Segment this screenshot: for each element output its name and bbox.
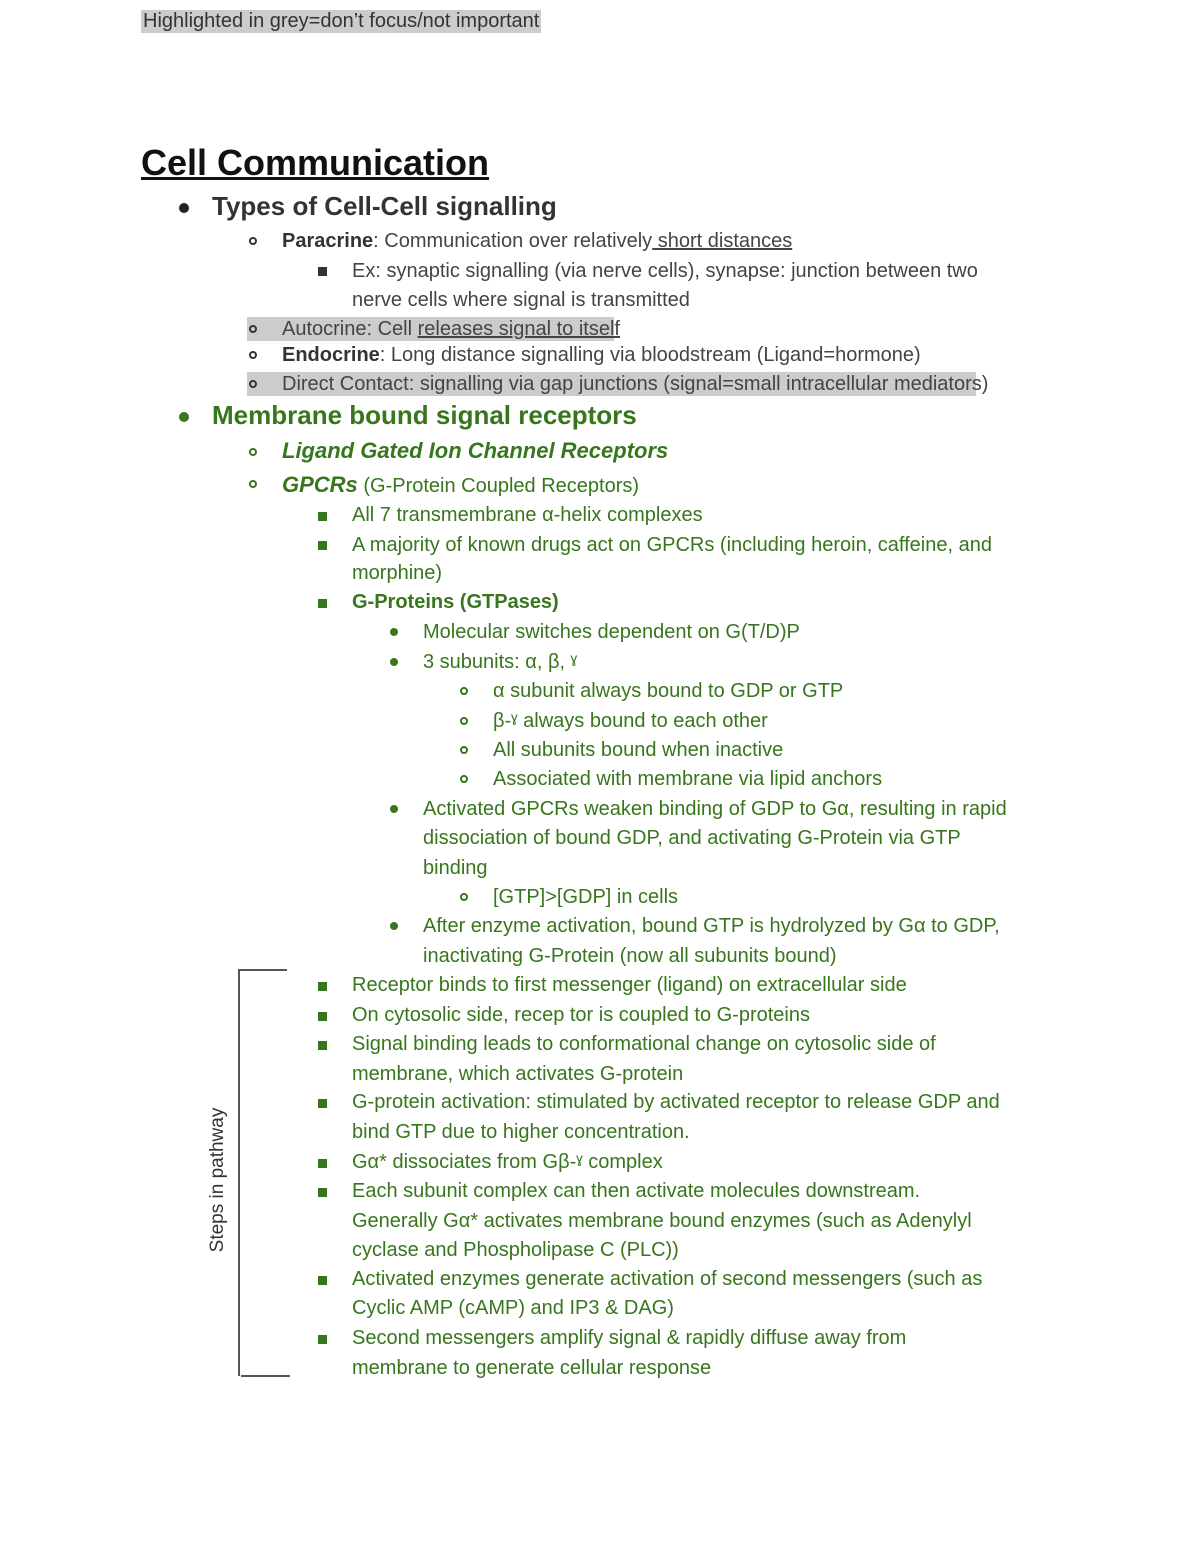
- gprotein-switches: Molecular switches dependent on G(T/D)P: [423, 621, 800, 643]
- paracrine-term: Paracrine: [282, 230, 374, 252]
- step-8-line1: Second messengers amplify signal & rapidly diffuse away from: [352, 1327, 907, 1349]
- step-8-line2: membrane to generate cellular response: [352, 1357, 712, 1379]
- steps-in-pathway-label: Steps in pathway: [207, 1107, 228, 1253]
- bullet-circle-icon: [460, 893, 468, 901]
- gprotein-activated-line1: Activated GPCRs weaken binding of GDP to Gα, resulting in rapid: [423, 798, 1007, 820]
- step-4-line2: bind GTP due to higher concentration.: [352, 1121, 690, 1143]
- endocrine-desc: : Long distance signalling via bloodstream (Ligand=hormone): [379, 344, 921, 366]
- gprotein-activated-line2: dissociation of bound GDP, and activating G-Protein via GTP: [423, 827, 961, 849]
- autocrine-underlined: releases signal to itself: [417, 318, 620, 340]
- page-title: Cell Communication: [141, 142, 490, 183]
- bracket-line: [238, 970, 240, 1376]
- bullet-circle-icon: [249, 480, 257, 488]
- bullet-disc-icon: [179, 203, 189, 213]
- gpcr-item: [282, 472, 639, 498]
- gprotein-hydrolysis-line2: inactivating G-Protein (now all subunits bound): [423, 945, 837, 967]
- bullet-disc-icon: [179, 412, 189, 422]
- bullet-square-icon: [318, 982, 327, 991]
- gpcr-item-helix: All 7 transmembrane α-helix complexes: [352, 504, 703, 526]
- endocrine-item: [282, 344, 921, 367]
- paracrine-example-line1: Ex: synaptic signalling (via nerve cells), synapse: junction between two: [352, 260, 978, 282]
- step-3-line1: Signal binding leads to conformational change on cytosolic side of: [352, 1033, 936, 1055]
- step-6-line1: Each subunit complex can then activate molecules downstream.: [352, 1180, 921, 1202]
- bullet-circle-icon: [460, 775, 468, 783]
- bullet-circle-icon: [249, 448, 257, 456]
- bullet-square-icon: [318, 1041, 327, 1050]
- gprotein-activated-line3: binding: [423, 857, 488, 879]
- autocrine-prefix: Autocrine: Cell: [282, 318, 418, 340]
- bullet-circle-icon: [249, 351, 257, 359]
- paracrine-item: [282, 230, 792, 253]
- paracrine-desc: : Communication over relatively: [373, 230, 653, 252]
- step-2: On cytosolic side, recep tor is coupled to G-proteins: [352, 1004, 810, 1026]
- bullet-square-icon: [318, 1099, 327, 1108]
- bullet-square-icon: [318, 267, 327, 276]
- grey-highlight-note: Highlighted in grey=don’t focus/not important: [143, 10, 540, 32]
- gtp-gdp-ratio: [GTP]>[GDP] in cells: [493, 886, 679, 908]
- bullet-circle-icon: [460, 687, 468, 695]
- subunit-lipid: Associated with membrane via lipid anchors: [493, 768, 883, 790]
- gpcr-term: GPCRs: [282, 472, 358, 497]
- gprotein-hydrolysis-line1: After enzyme activation, bound GTP is hydrolyzed by Gα to GDP,: [423, 915, 1000, 937]
- bullet-square-icon: [318, 599, 327, 608]
- gpcr-desc: (G-Protein Coupled Receptors): [357, 475, 640, 497]
- bullet-square-icon: [318, 1012, 327, 1021]
- step-1: Receptor binds to first messenger (ligand) on extracellular side: [352, 974, 907, 996]
- gpcr-item-drugs-line2: morphine): [352, 562, 443, 584]
- section-heading-membrane: Membrane bound signal receptors: [212, 400, 637, 430]
- bullet-square-icon: [318, 1276, 327, 1285]
- bullet-circle-icon: [249, 380, 257, 388]
- step-5: Gα* dissociates from Gβ-ˠ complex: [352, 1151, 663, 1173]
- bullet-disc-icon: [390, 628, 398, 636]
- gprotein-subunits: 3 subunits: α, β, ˠ: [423, 651, 578, 673]
- step-6-line2: Generally Gα* activates membrane bound enzymes (such as Adenylyl: [352, 1210, 972, 1232]
- subunit-alpha: α subunit always bound to GDP or GTP: [493, 680, 844, 702]
- subunit-inactive: All subunits bound when inactive: [493, 739, 784, 761]
- bullet-square-icon: [318, 1159, 327, 1168]
- section-heading-types: Types of Cell-Cell signalling: [212, 191, 557, 221]
- bullet-circle-icon: [460, 746, 468, 754]
- bullet-circle-icon: [460, 717, 468, 725]
- bullet-disc-icon: [390, 922, 398, 930]
- ligand-gated-heading: Ligand Gated Ion Channel Receptors: [282, 438, 669, 463]
- bullet-square-icon: [318, 541, 327, 550]
- bullet-disc-icon: [390, 805, 398, 813]
- direct-contact-item: Direct Contact: signalling via gap junctions (signal=small intracellular mediators): [282, 373, 989, 395]
- bullet-square-icon: [318, 512, 327, 521]
- endocrine-term: Endocrine: [282, 344, 380, 366]
- gpcr-item-drugs-line1: A majority of known drugs act on GPCRs (including heroin, caffeine, and: [352, 534, 992, 556]
- bracket-top: [238, 969, 287, 971]
- bullet-square-icon: [318, 1335, 327, 1344]
- subunit-beta-gamma: β-ˠ always bound to each other: [493, 710, 768, 732]
- bullet-disc-icon: [390, 658, 398, 666]
- autocrine-item: [282, 318, 620, 341]
- step-3-line2: membrane, which activates G-protein: [352, 1063, 684, 1085]
- step-4-line1: G-protein activation: stimulated by activated receptor to release GDP and: [352, 1091, 1000, 1113]
- step-7-line2: Cyclic AMP (cAMP) and IP3 & DAG): [352, 1297, 674, 1319]
- paracrine-example-line2: nerve cells where signal is transmitted: [352, 289, 690, 311]
- paracrine-underlined: short distances: [652, 230, 793, 252]
- gproteins-heading: G-Proteins (GTPases): [352, 591, 559, 613]
- bullet-circle-icon: [249, 325, 257, 333]
- bullet-circle-icon: [249, 237, 257, 245]
- bracket-bottom: [241, 1375, 290, 1377]
- bullet-square-icon: [318, 1188, 327, 1197]
- step-6-line3: cyclase and Phospholipase C (PLC)): [352, 1239, 679, 1261]
- step-7-line1: Activated enzymes generate activation of second messengers (such as: [352, 1268, 983, 1290]
